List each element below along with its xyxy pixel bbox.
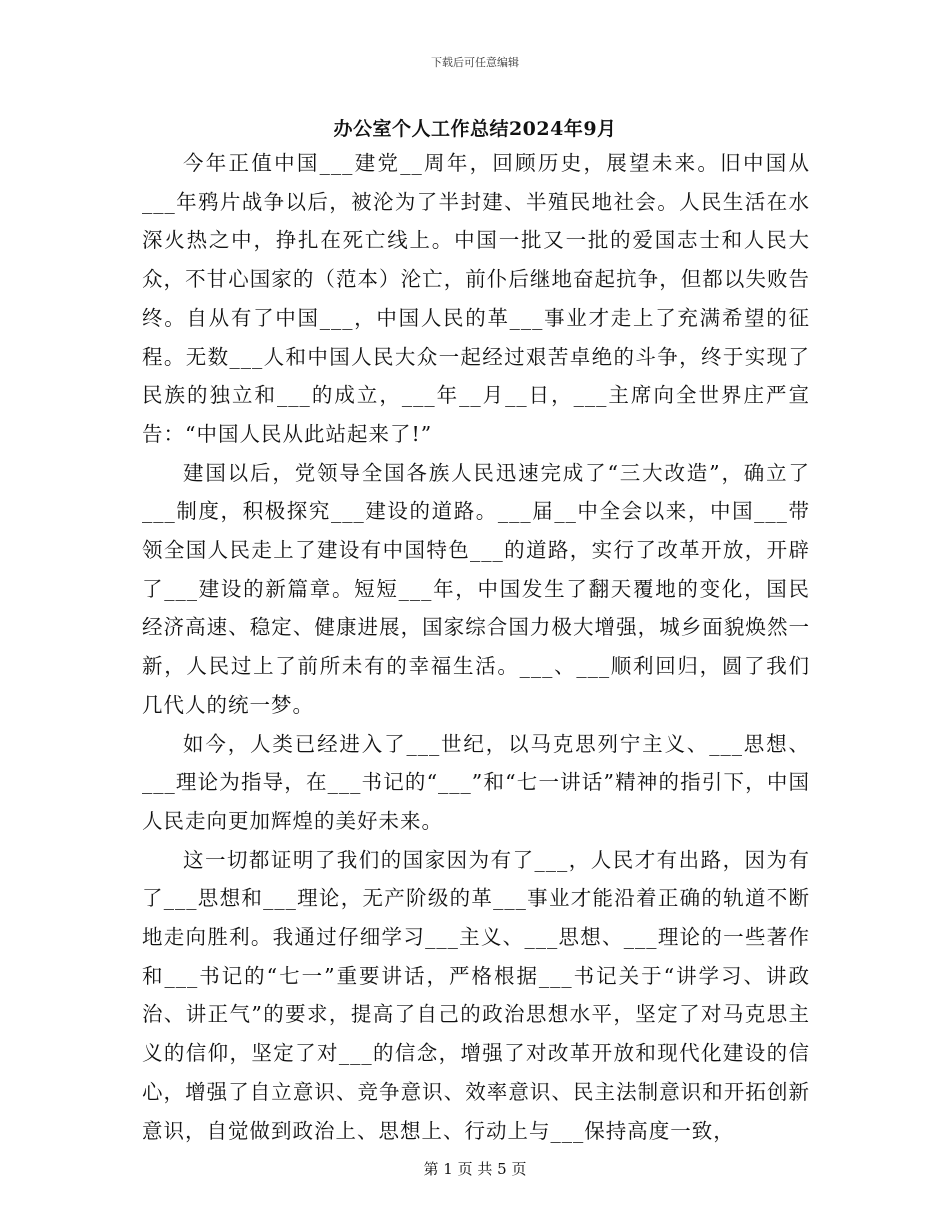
paragraph-4: 这一切都证明了我们的国家因为有了___，人民才有出路，因为有了___思想和___理论，无产阶级的革___事业才能沿着正确的轨道不断地走向胜利。我通过仔细学习___主义、___思想、___理论的一些著作和___书记的“七一”重要讲话，严格根据___书记关于“讲学习、讲政治、讲正气”的要求，提高了自己的政治思想水平，坚定了对马克思主义的信仰，坚定了对___的信念，增强了对改革开放和现代化建设的信心，增强了自立意识、竞争意识、效率意识、民主法制意识和开拓创新意识，自觉做到政治上、思想上、行动上与___保持高度一致，: [142, 847, 810, 1143]
paragraph-1: 今年正值中国___建党__周年，回顾历史，展望未来。旧中国从___年鸦片战争以后，被沦为了半封建、半殖民地社会。人民生活在水深火热之中，挣扎在死亡线上。中国一批又一批的爱国志士和人民大众，不甘心国家的（范本）沦亡，前仆后继地奋起抗争，但都以失败告终。自从有了中国___，中国人民的革___事业才走上了充满希望的征程。无数___人和中国人民大众一起经过艰苦卓绝的斗争，终于实现了民族的独立和___的成立，___年__月__日，___主席向全世界庄严宣告：“中国人民从此站起来了!”: [142, 151, 810, 446]
document-body: [142, 144, 810, 1150]
header-note: 下载后可任意编辑: [431, 56, 519, 69]
paragraph-2: 建国以后，党领导全国各族人民迅速完成了“三大改造”，确立了___制度，积极探究___建设的道路。___届__中全会以来，中国___带领全国人民走上了建设有中国特色___的道路，实行了改革开放，开辟了___建设的新篇章。短短___年，中国发生了翻天覆地的变化，国民经济高速、稳定、健康进展，国家综合国力极大增强，城乡面貌焕然一新，人民过上了前所未有的幸福生活。___、___顺利回归，圆了我们几代人的统一梦。: [142, 460, 810, 717]
paragraph-3: 如今，人类已经进入了___世纪，以马克思列宁主义、___思想、___理论为指导，在___书记的“___”和“七一讲话”精神的指引下，中国人民走向更加辉煌的美好未来。: [142, 731, 810, 833]
document-title: 办公室个人工作总结2024年9月: [333, 118, 617, 140]
page-number-footer: 第 1 页 共 5 页: [423, 1160, 527, 1178]
